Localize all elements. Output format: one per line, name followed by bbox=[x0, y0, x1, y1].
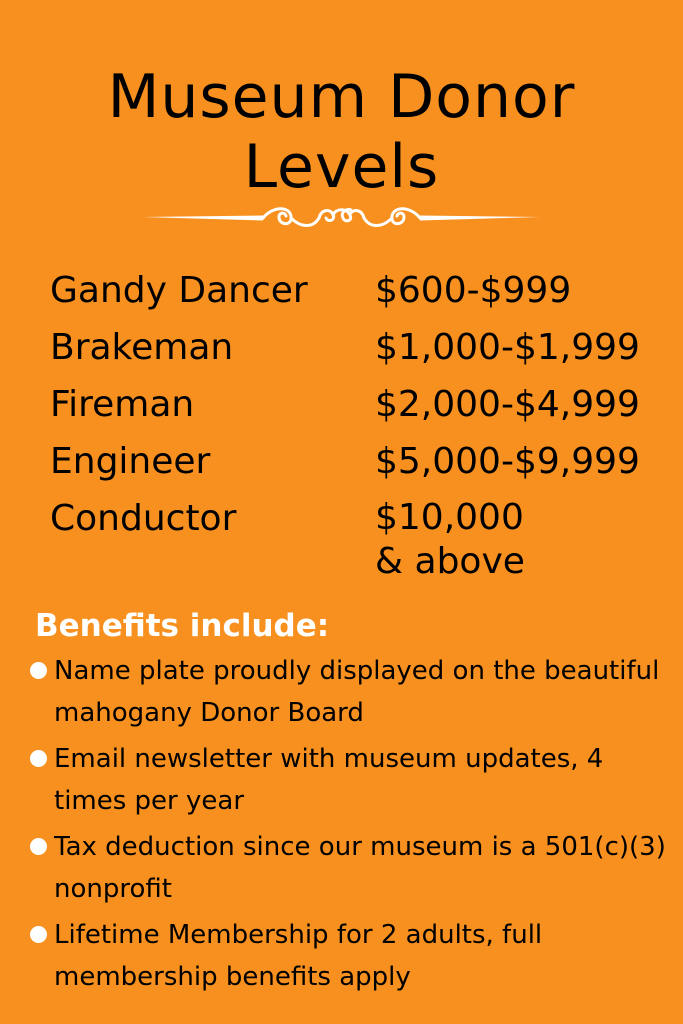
donor-level-amount bbox=[375, 490, 525, 584]
donor-level-name: Conductor bbox=[50, 498, 237, 539]
benefit-item bbox=[28, 738, 668, 822]
round-bullet-icon bbox=[30, 838, 47, 855]
benefit-text: Lifetime Membership for 2 adults, full membership benefits apply bbox=[54, 920, 543, 992]
benefit-item bbox=[28, 826, 668, 910]
donor-level-amount-line: $1,000-$1,999 bbox=[375, 327, 640, 368]
donor-level-amount bbox=[375, 319, 640, 376]
ornamental-divider-icon bbox=[143, 200, 540, 236]
donor-level-name: Engineer bbox=[50, 441, 211, 482]
donor-level-name: Gandy Dancer bbox=[50, 270, 308, 311]
benefits-heading: Benefits include: bbox=[35, 608, 330, 644]
donor-levels-list bbox=[50, 262, 670, 584]
donor-level-amount bbox=[375, 433, 640, 490]
donor-level-amount-line: $600-$999 bbox=[375, 270, 572, 311]
donor-level-amount-line: $5,000-$9,999 bbox=[375, 441, 640, 482]
round-bullet-icon bbox=[30, 662, 47, 679]
donor-level-name: Brakeman bbox=[50, 327, 234, 368]
donor-level-row bbox=[50, 433, 670, 490]
donor-level-amount-line: & above bbox=[375, 541, 525, 582]
benefit-text: Email newsletter with museum updates, 4 times per year bbox=[54, 744, 604, 816]
donor-level-name: Fireman bbox=[50, 384, 195, 425]
donor-level-amount-line: $10,000 bbox=[375, 497, 524, 538]
benefit-item bbox=[28, 650, 668, 734]
donor-level-row bbox=[50, 319, 670, 376]
page-title-line-2: Levels bbox=[243, 132, 440, 203]
page-title bbox=[0, 62, 683, 202]
donor-level-amount bbox=[375, 262, 571, 319]
benefit-item bbox=[28, 914, 668, 998]
round-bullet-icon bbox=[30, 750, 47, 767]
benefit-text: Name plate proudly displayed on the beautiful mahogany Donor Board bbox=[54, 656, 660, 728]
donor-level-amount-line: $2,000-$4,999 bbox=[375, 384, 640, 425]
round-bullet-icon bbox=[30, 926, 47, 943]
donor-level-row bbox=[50, 376, 670, 433]
benefit-text: Tax deduction since our museum is a 501(c)(3) nonprofit bbox=[54, 832, 666, 904]
donor-level-row bbox=[50, 490, 670, 584]
benefits-list bbox=[28, 650, 668, 1002]
donor-level-row bbox=[50, 262, 670, 319]
donor-level-amount bbox=[375, 376, 640, 433]
page-title-line-1: Museum Donor bbox=[107, 62, 576, 133]
